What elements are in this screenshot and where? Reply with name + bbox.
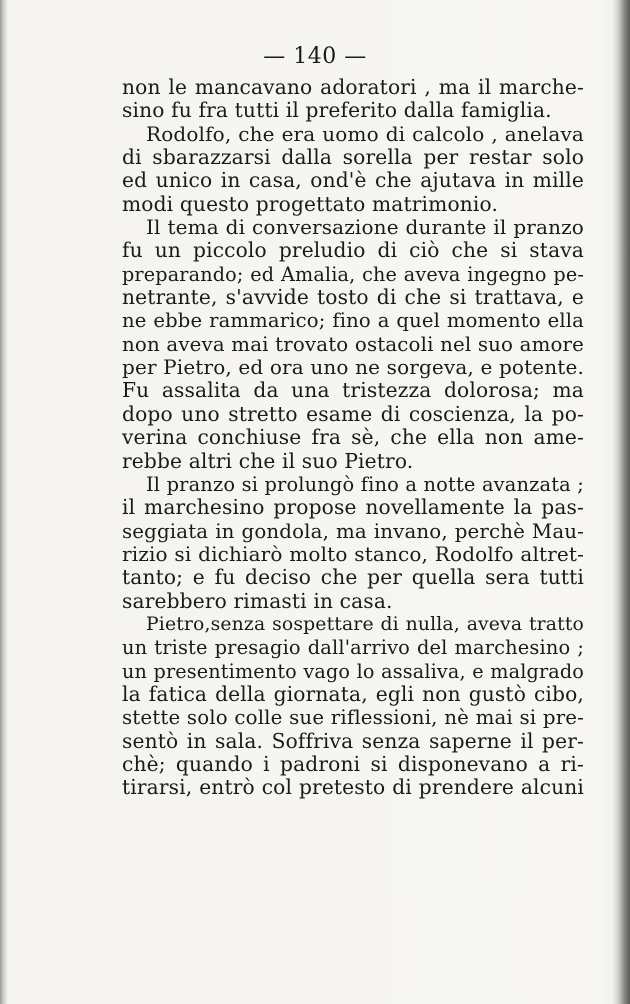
text-line: il marchesino propose novellamente la pas- <box>122 495 584 520</box>
text-line: rebbe altri che il suo Pietro. <box>122 448 414 473</box>
text-line: seggiata in gondola, ma invano, perchè Mau- <box>122 519 584 543</box>
right-binding-shadow <box>612 0 630 1004</box>
text-line: la fatica della giornata, egli non gustò cibo, <box>122 681 584 706</box>
text-line: Il pranzo si prolungò fino a notte avanzata ; <box>146 472 584 496</box>
text-line: fu un piccolo preludio di ciò che si stava <box>122 238 584 263</box>
text-line: non le mancavano adoratori , ma il marche- <box>122 75 584 99</box>
text-line: chè; quando i padroni si disponevano a ri- <box>122 751 584 776</box>
body-text <box>122 76 584 800</box>
text-line: sino fu fra tutti il preferito dalla famiglia. <box>122 98 552 123</box>
text-line: ne ebbe rammarico; fino a quel momento ella <box>122 309 584 333</box>
text-line: modi questo progettato matrimonio. <box>122 191 499 216</box>
text-line: stette solo colle sue riflessioni, nè mai si pre- <box>122 706 584 730</box>
text-line: Il tema di conversazione durante il pranzo <box>146 215 584 240</box>
text-line: un presentimento vago lo assaliva, e malgrado <box>122 659 584 683</box>
text-line: ed unico in casa, ond'è che ajutava in mille <box>122 168 584 193</box>
text-line: preparando; ed Amalia, che aveva ingegno pe- <box>122 262 584 286</box>
text-line: sentò in sala. Soffriva senza saperne il per- <box>122 728 584 753</box>
text-line: tanto; e fu deciso che per quella sera tutti <box>122 565 584 590</box>
text-line: Pietro,senza sospettare di nulla, aveva tratto <box>146 613 584 635</box>
text-line: Fu assalita da una tristezza dolorosa; ma <box>122 378 584 403</box>
page-number: — 140 — <box>263 44 367 69</box>
text-line: dopo uno stretto esame di coscienza, la po- <box>122 401 584 426</box>
text-line: sarebbero rimasti in casa. <box>122 588 393 613</box>
left-page-edge <box>0 0 7 1004</box>
text-line: Rodolfo, che era uomo di calcolo , anelava <box>146 121 584 146</box>
text-line: netrante, s'avvide tosto di che si trattava, e <box>122 285 584 310</box>
text-line: di sbarazzarsi dalla sorella per restar solo <box>122 145 584 170</box>
text-line: un triste presagio dall'arrivo del marchesino ; <box>122 636 584 660</box>
text-line: non aveva mai trovato ostacoli nel suo amore <box>122 332 584 356</box>
text-line: tirarsi, entrò col pretesto di prendere alcuni <box>122 775 584 800</box>
text-line: verina conchiuse fra sè, che ella non ame- <box>122 425 584 450</box>
text-line: per Pietro, ed ora uno ne sorgeva, e potente. <box>122 355 584 380</box>
text-line: rizio si dichiarò molto stanco, Rodolfo altret- <box>122 541 584 566</box>
